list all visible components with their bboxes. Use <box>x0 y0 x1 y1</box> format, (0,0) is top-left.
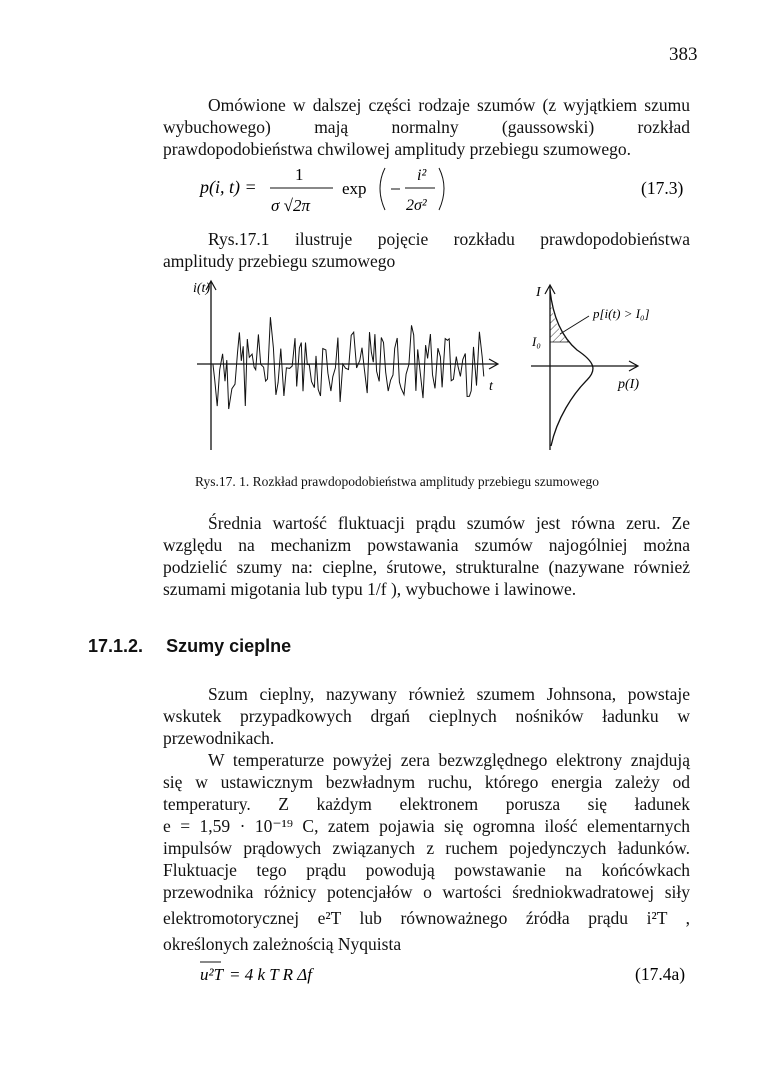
thermal-paragraph <box>163 683 690 749</box>
equation-number: (17.3) <box>641 178 684 198</box>
figure-intro-paragraph <box>163 228 690 272</box>
distribution-plot <box>531 285 650 450</box>
i0-label: I₀ <box>532 334 541 349</box>
text-line: przewodnikach. <box>163 728 275 748</box>
eq-lhs: u²T <box>200 965 224 984</box>
pointer-line <box>560 316 589 334</box>
equation-17-3 <box>195 160 695 220</box>
text-line: W temperaturze powyżej zera bezwzględnego elektrony znajdują <box>208 750 690 770</box>
text-line: się w ustawicznym bezwładnym ruchu, którego energia zależy od <box>163 772 690 792</box>
text-line: Średnia wartość fluktuacji prądu szumów jest równa zeru. Ze <box>208 513 690 533</box>
text-line: impulsów prądowych związanych z ruchem pojedynczych ładunków. <box>163 838 690 858</box>
text-line: przewodnika różnicy potencjałów o wartości średniokwadratowej siły <box>163 882 690 902</box>
text-line: prawdopodobieństwa chwilowej amplitudy przebiegu szumowego. <box>163 139 632 159</box>
p-axis-label: p(I) <box>618 377 639 392</box>
equation-17-4a <box>195 956 695 992</box>
mean-paragraph <box>163 512 690 600</box>
section-title: Szumy cieplne <box>166 636 292 656</box>
noise-waveform <box>213 317 484 409</box>
intro-paragraph <box>163 94 690 160</box>
figure-caption: Rys.17. 1. Rozkład prawdopodobieństwa amplitudy przebiegu szumowego <box>195 474 600 489</box>
text-line: określonych zależnością Nyquista <box>163 934 402 954</box>
eq-numerator: 1 <box>295 165 304 184</box>
text-line: względu na mechanizm powstawania szumów najogólniej można <box>163 535 690 555</box>
eq-exp: exp <box>342 179 367 198</box>
gaussian-curve <box>550 290 593 446</box>
eq-lhs: p(i, t) = <box>200 177 257 197</box>
text-line: Fluktuacje tego prądu powodują powstawanie na końcówkach <box>163 860 690 880</box>
section-number: 17.1.2. <box>88 636 144 656</box>
text-line: podzielić szumy na: cieplne, śrutowe, strukturalne (nazywane również <box>163 557 690 577</box>
text-line: wybuchowego) mają normalny (gaussowski) rozkład <box>163 117 690 137</box>
left-paren <box>380 168 385 210</box>
eq-denominator: σ √2π <box>271 196 310 215</box>
text-line: wskutek przypadkowych drgań cieplnych nośników ładunku w <box>163 706 690 726</box>
eq-inner-numerator: i² <box>417 167 427 184</box>
right-paren <box>439 168 444 210</box>
text-line: e = 1,59 · 10⁻¹⁹ C, zatem pojawia się ogromna ilość elementarnych <box>163 816 690 836</box>
page-number: 383 <box>669 44 698 65</box>
text-line: szumami migotania lub typu 1/f ), wybuchowe i lawinowe. <box>163 579 577 599</box>
figure-17-1 <box>185 278 685 458</box>
equation-number: (17.4a) <box>635 964 686 984</box>
temperature-paragraph <box>163 749 690 955</box>
text-line: temperatury. Z każdym elektronem porusza się ładunek <box>163 794 690 814</box>
eq-inner-denominator: 2σ² <box>406 197 427 214</box>
y-axis-label: i(t) <box>193 281 211 296</box>
text-line: Szum cieplny, nazywany również szumem Johnsona, powstaje <box>208 684 690 704</box>
noise-plot <box>193 281 498 450</box>
eq-rhs: = 4 k T R Δf <box>229 965 312 984</box>
section-heading <box>88 636 309 657</box>
text-line: amplitudy przebiegu szumowego <box>163 251 396 271</box>
text-line: Rys.17.1 ilustruje pojęcie rozkładu prawdopodobieństwa <box>208 229 690 249</box>
x-axis-label: t <box>489 379 493 394</box>
text-line: elektromotorycznej e²T lub równoważnego źródła prądu i²T , <box>163 908 690 928</box>
text-line: Omówione w dalszej części rodzaje szumów (z wyjątkiem szumu <box>208 95 690 115</box>
probability-label: p[i(t) > I₀] <box>593 306 650 321</box>
i-axis-label: I <box>536 285 541 300</box>
